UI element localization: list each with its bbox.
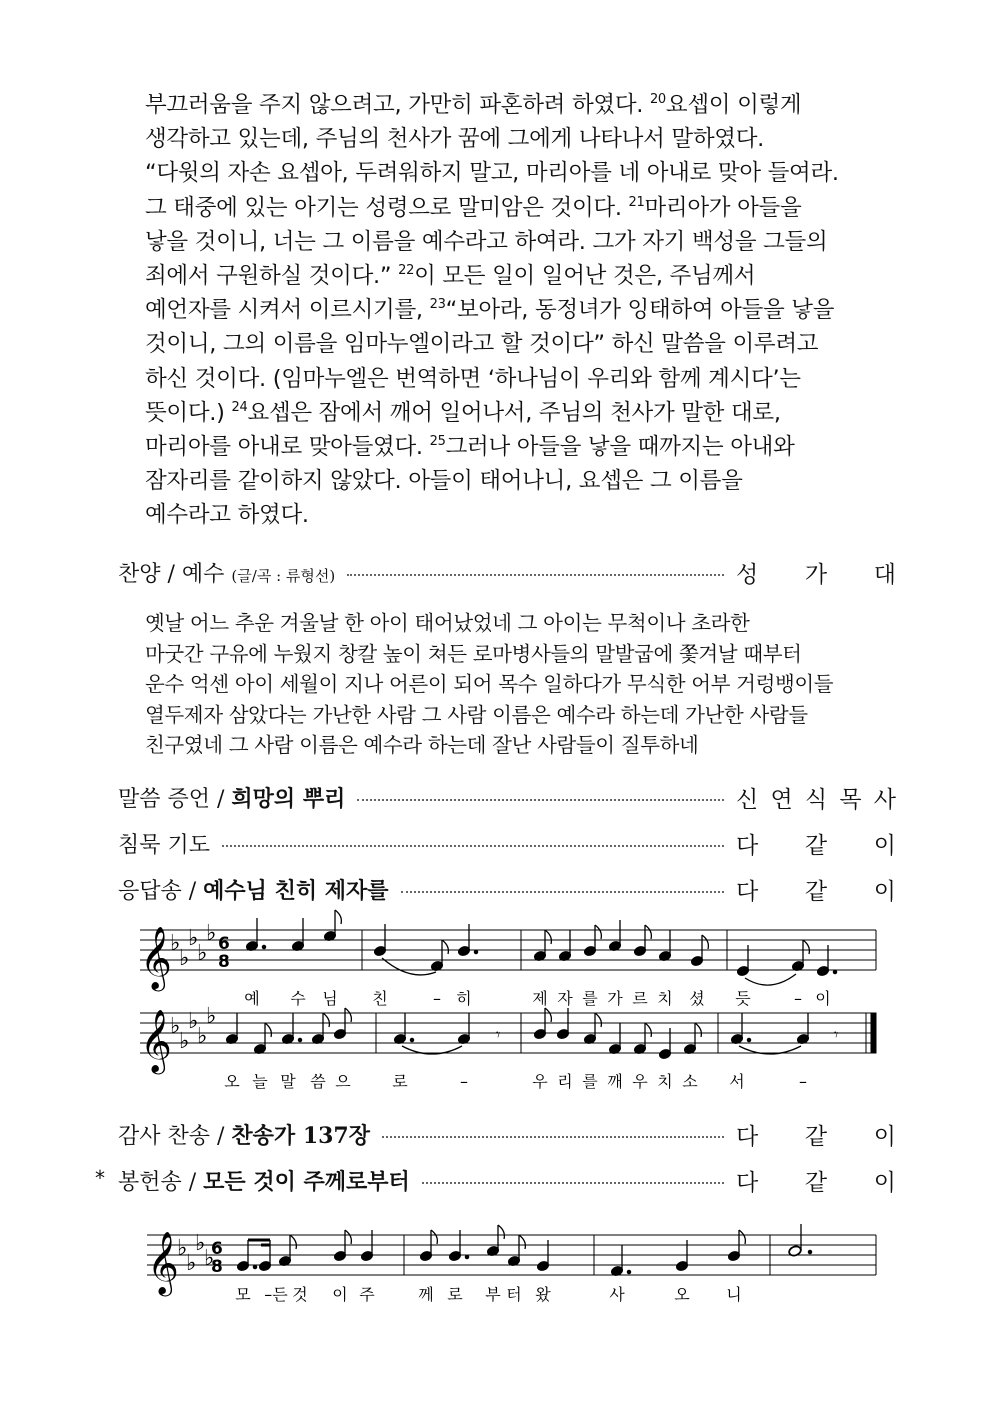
scripture-text: 예수라고 하였다. <box>145 502 309 529</box>
sermon-title: 희망의 뿌리 <box>231 785 346 812</box>
verse-number: 25 <box>429 433 446 449</box>
treble-clef-icon: 𝄞 <box>147 1231 179 1294</box>
verse-number: 20 <box>649 92 666 107</box>
scripture-text: 뜻이다.) <box>145 399 232 426</box>
response-performer: 다 같 이 <box>736 878 896 905</box>
leader-dots <box>422 1182 724 1184</box>
lyric-syllable: 치 <box>657 989 673 1008</box>
svg-text:♭: ♭ <box>206 1004 217 1029</box>
lyric-syllable: 가 <box>607 989 623 1008</box>
lyric-syllable: – <box>460 1072 468 1091</box>
offering-label: 봉헌송 / 모든 것이 주께로부터 <box>118 1168 410 1195</box>
lyric-syllable: 니 <box>726 1285 742 1304</box>
lyric-syllable: 터 <box>506 1285 522 1304</box>
lyric-line: 열두제자 삼았다는 가난한 사람 그 사람 이름은 예수라 하는데 가난한 사람들 <box>145 702 808 727</box>
scripture-text: “보아라, 동정녀가 잉태하여 아들을 낳을 <box>445 297 835 324</box>
lyric-syllable: 친 <box>372 989 388 1008</box>
scripture-text: 죄에서 구원하실 것이다.” <box>145 262 399 289</box>
hymn-performer: 성 가 대 <box>736 561 896 588</box>
lyric-syllable: 로 <box>392 1072 408 1091</box>
leader-dots <box>382 1136 724 1138</box>
lyric-line: 마굿간 구유에 누웠지 창칼 높이 쳐든 로마병사들의 말발굽에 쫓겨날 때부터 <box>145 641 802 666</box>
scripture-text: 하신 것이다. (임마누엘은 번역하면 ‘하나님이 우리와 함께 계시다’는 <box>145 365 801 392</box>
lyric-syllable: –든 <box>264 1285 288 1304</box>
lyric-syllable: – <box>794 989 802 1008</box>
offering-title: 모든 것이 주께로부터 <box>203 1168 410 1195</box>
scripture-text: 예언자를 시켜서 이르시기를, <box>145 297 430 324</box>
lyric-syllable: 듯 <box>735 989 751 1008</box>
lyric-syllable: 예 <box>244 989 260 1008</box>
lyric-syllable: 것 <box>292 1285 308 1304</box>
sermon-performer: 신 연 식 목 사 <box>736 786 896 813</box>
verse-number: 23 <box>429 297 446 313</box>
svg-text:♭: ♭ <box>188 1009 199 1034</box>
lyric-syllable: 이 <box>815 989 831 1008</box>
lyric-syllable: 이 <box>332 1285 348 1304</box>
scripture-text: 그 태중에 있는 아기는 성령으로 말미암은 것이다. <box>145 194 629 221</box>
time-sig-bottom: 8 <box>218 952 230 972</box>
svg-text:♭: ♭ <box>197 941 208 966</box>
scripture-text: 이 모든 일이 일어난 것은, 주님께서 <box>414 262 756 289</box>
lyric-syllable: 히 <box>456 989 472 1008</box>
lyric-syllable: 주 <box>359 1285 375 1304</box>
lyric-syllable: 오 <box>224 1072 240 1091</box>
svg-text:♭: ♭ <box>179 1029 190 1054</box>
svg-text:♭: ♭ <box>197 1024 208 1049</box>
lyric-line: 운수 억센 아이 세월이 지나 어른이 되어 목수 일하다가 무식한 어부 거렁뱅이들 <box>145 672 834 697</box>
lyric-syllable: 께 <box>418 1285 434 1304</box>
treble-clef-icon: 𝄞 <box>140 1009 172 1072</box>
key-signature-flats <box>177 1231 214 1276</box>
time-sig-top: 6 <box>218 934 230 954</box>
lyric-syllable: 오 <box>674 1285 690 1304</box>
response-title: 예수님 친히 제자를 <box>203 877 389 904</box>
staff-1-lyrics <box>244 989 830 1008</box>
lyric-syllable: – <box>433 989 441 1008</box>
lyric-syllable: 를 <box>582 1072 598 1091</box>
staff-2 <box>140 1013 876 1053</box>
lyric-syllable: 로 <box>447 1285 463 1304</box>
svg-text:♭: ♭ <box>188 926 199 951</box>
offering-performer: 다 같 이 <box>736 1169 896 1196</box>
lyric-syllable: 소 <box>682 1072 698 1091</box>
lyric-syllable: 자 <box>557 989 573 1008</box>
svg-text:♭: ♭ <box>179 946 190 971</box>
lyric-syllable: 우 <box>632 1072 648 1091</box>
eighth-rest-icon: 𝄾 <box>834 1025 839 1044</box>
lyric-syllable: 부 <box>485 1285 501 1304</box>
standing-marker: * <box>95 1166 105 1190</box>
verse-number: 21 <box>628 194 645 210</box>
scripture-text: 요셉이 이렇게 <box>665 92 802 118</box>
lyric-syllable: 치 <box>657 1072 673 1091</box>
lyric-syllable: 르 <box>632 989 648 1008</box>
svg-text:♭: ♭ <box>170 931 181 956</box>
hymn-label: 찬양 / 예수 (글/곡 : 류형선) <box>118 561 336 587</box>
lyric-syllable: 사 <box>609 1285 625 1304</box>
lyric-syllable: 모 <box>235 1285 251 1304</box>
order-item-offering <box>118 1160 896 1200</box>
lyric-syllable: 서 <box>729 1072 745 1091</box>
sermon-label: 말씀 증언 / 희망의 뿌리 <box>118 785 346 812</box>
lyric-syllable: 셨 <box>689 989 705 1008</box>
svg-text:♭: ♭ <box>170 1014 181 1039</box>
lyric-syllable: 늘 <box>252 1072 268 1091</box>
thanks-label: 감사 찬송 / 찬송가 137장 <box>118 1122 370 1149</box>
svg-text:♭: ♭ <box>204 1246 215 1271</box>
lyric-syllable: 왔 <box>535 1285 551 1304</box>
hymn-credit: (글/곡 : 류형선) <box>231 566 336 585</box>
order-item-thanks <box>118 1114 896 1154</box>
scripture-text: “다윗의 자손 요셉아, 두려워하지 말고, 마리아를 네 아내로 맞아 들여라. <box>145 160 839 187</box>
scripture-text: 요셉은 잠에서 깨어 일어나서, 주님의 천사가 말한 대로, <box>247 399 781 426</box>
eighth-rest-icon: 𝄾 <box>496 1025 501 1044</box>
scripture-text: 마리아가 아들을 <box>644 194 802 221</box>
scripture-text: 그러나 아들을 낳을 때까지는 아내와 <box>445 433 795 460</box>
svg-text:♭: ♭ <box>195 1231 206 1256</box>
staff-1-notes <box>245 910 836 985</box>
lyric-syllable: 수 <box>290 989 306 1008</box>
scripture-text: 생각하고 있는데, 주님의 천사가 꿈에 그에게 나타나서 말하였다. <box>145 126 764 153</box>
key-signature-flats <box>170 1004 216 1054</box>
lyric-syllable: 리 <box>557 1072 573 1091</box>
lyric-syllable: 우 <box>532 1072 548 1091</box>
lyric-syllable: – <box>799 1072 807 1091</box>
staff-2-lyrics <box>224 1072 807 1091</box>
scripture-text: 것이니, 그의 이름을 임마누엘이라고 할 것이다” 하신 말씀을 이루려고 <box>145 331 819 358</box>
svg-text:♭: ♭ <box>206 921 217 946</box>
treble-clef-icon: 𝄞 <box>140 926 172 989</box>
scripture-text: 마리아를 아내로 맞아들였다. <box>145 433 430 460</box>
lyric-syllable: 를 <box>582 989 598 1008</box>
scripture-text: 잠자리를 같이하지 않았다. 아들이 태어나니, 요셉은 그 이름을 <box>145 468 743 495</box>
lyric-syllable: 님 <box>322 989 338 1008</box>
staff-2-notes <box>225 1008 838 1060</box>
lyric-syllable: 제 <box>532 989 548 1008</box>
scripture-text: 낳을 것이니, 너는 그 이름을 예수라고 하여라. 그가 자기 백성을 그들의 <box>145 228 828 255</box>
time-sig-bottom: 8 <box>211 1257 223 1277</box>
staff-3-notes <box>236 1224 811 1277</box>
verse-number: 22 <box>398 262 415 278</box>
lyric-line: 친구였네 그 사람 이름은 예수라 하는데 잘난 사람들이 질투하네 <box>145 733 699 758</box>
lyric-line: 옛날 어느 추운 겨울날 한 아이 태어났었네 그 아이는 무척이나 초라한 <box>145 611 750 635</box>
lyric-syllable: 말 <box>280 1072 296 1091</box>
thanks-performer: 다 같 이 <box>736 1123 896 1150</box>
lyric-syllable: 깨 <box>607 1072 623 1091</box>
lyric-syllable: 씀 <box>310 1072 326 1091</box>
verse-number: 24 <box>231 399 248 415</box>
svg-text:♭: ♭ <box>177 1236 188 1261</box>
key-signature-flats <box>170 921 216 971</box>
response-label: 응답송 / 예수님 친히 제자를 <box>118 877 389 904</box>
prayer-label: 침묵 기도 <box>118 832 211 858</box>
time-sig-top: 6 <box>211 1239 223 1259</box>
prayer-performer: 다 같 이 <box>736 832 896 859</box>
thanks-title: 찬송가 137장 <box>231 1122 370 1149</box>
scripture-text: 부끄러움을 주지 않으려고, 가만히 파혼하려 하였다. <box>145 92 650 118</box>
staff-3-lyrics <box>235 1285 741 1304</box>
lyric-syllable: 으 <box>335 1072 351 1091</box>
svg-text:♭: ♭ <box>186 1251 197 1276</box>
